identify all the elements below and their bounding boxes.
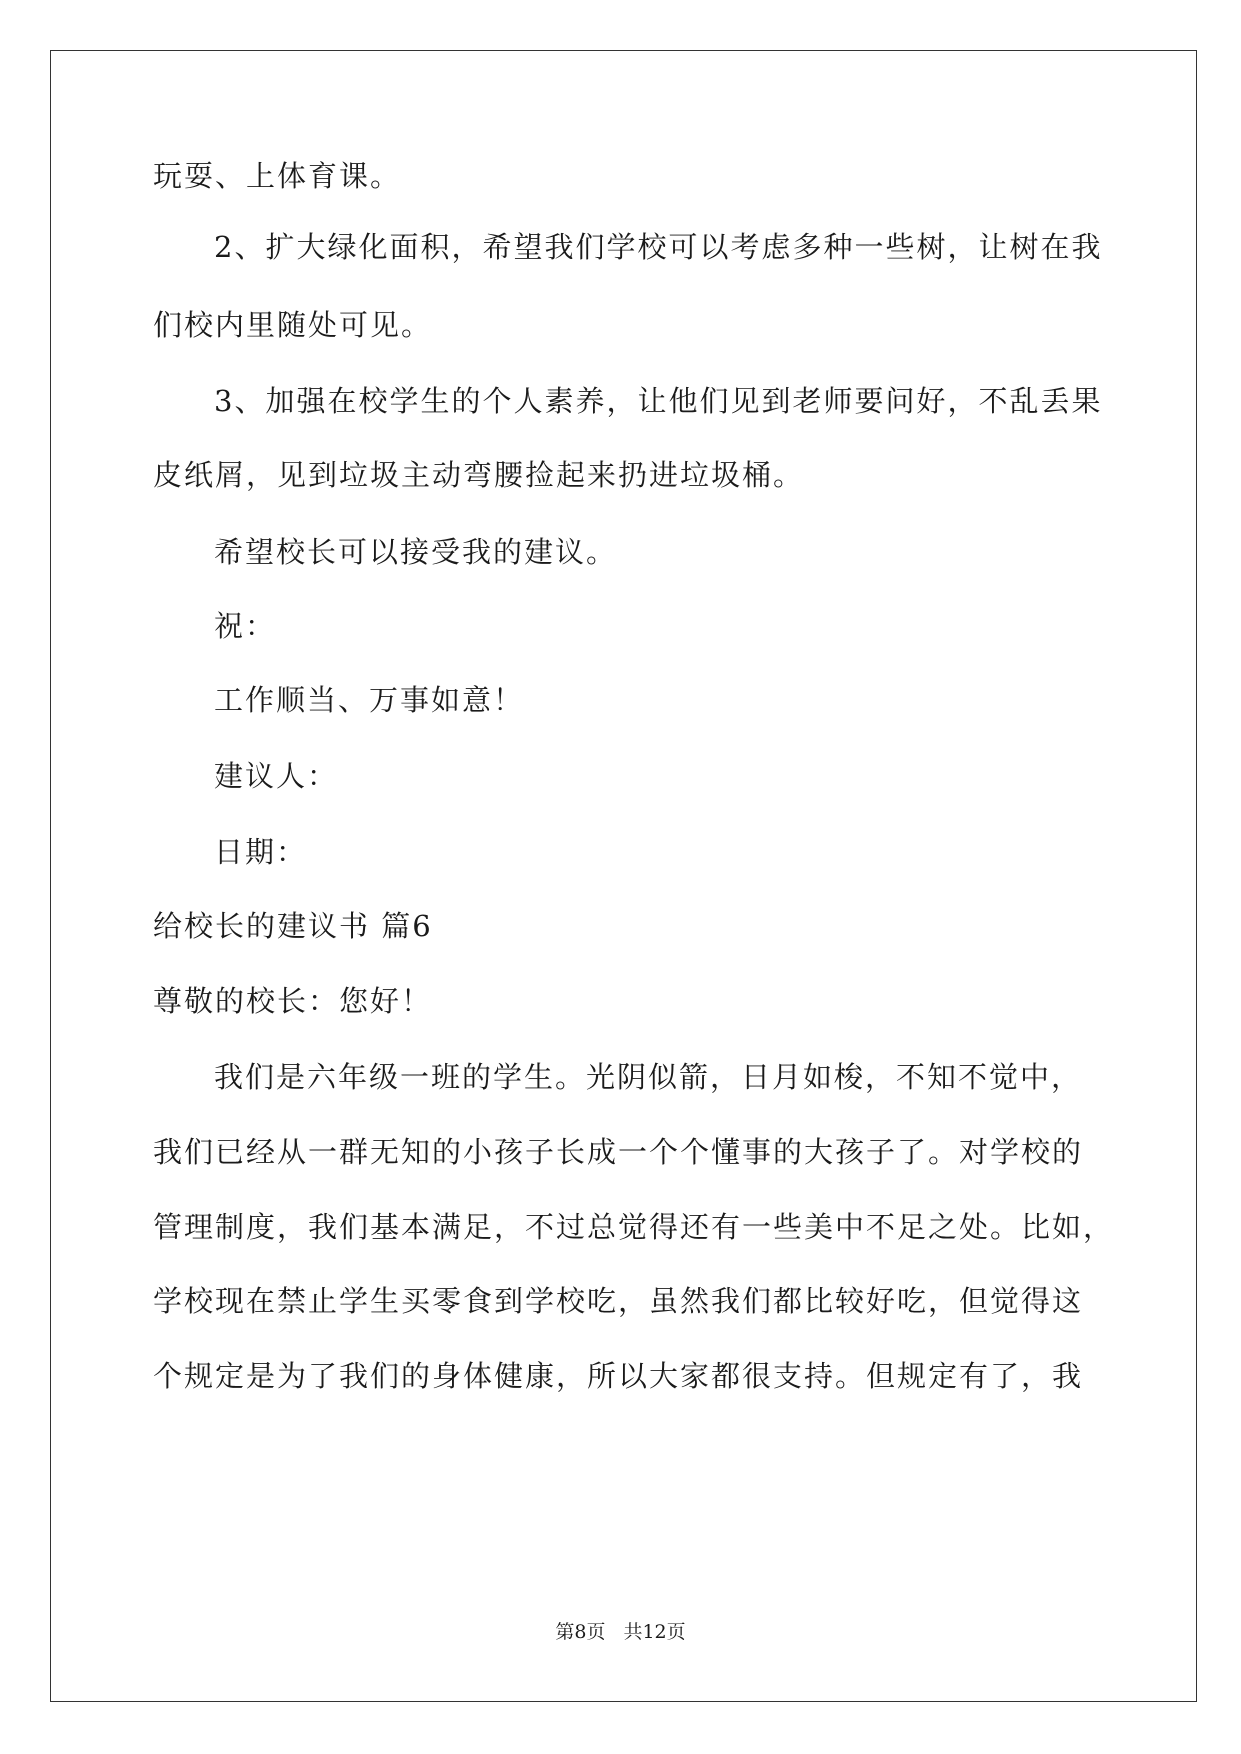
- text-line: 工作顺当、万事如意！: [214, 683, 525, 717]
- page-footer: [0, 1620, 1241, 1644]
- text-line: 个规定是为了我们的身体健康，所以大家都很支持。但规定有了，我: [153, 1359, 1084, 1393]
- text-line: 希望校长可以接受我的建议。: [214, 535, 618, 569]
- text-line: 我们已经从一群无知的小孩子长成一个个懂事的大孩子了。对学校的: [153, 1135, 1084, 1169]
- text-line: 祝：: [214, 609, 277, 643]
- salutation: 尊敬的校长：您好！: [153, 984, 433, 1018]
- page-number-total: 共12页: [623, 1621, 686, 1643]
- text-line: 2、扩大绿化面积，希望我们学校可以考虑多种一些树，让树在我: [214, 230, 1103, 264]
- text-line: 建议人：: [214, 759, 339, 793]
- text-line: 们校内里随处可见。: [153, 308, 433, 342]
- text-line: 学校现在禁止学生买零食到学校吃，虽然我们都比较好吃，但觉得这: [153, 1284, 1084, 1318]
- text-line: 皮纸屑，见到垃圾主动弯腰捡起来扔进垃圾桶。: [153, 458, 805, 492]
- page-number-current: 第8页: [555, 1621, 606, 1643]
- text-line: 日期：: [214, 835, 308, 869]
- text-line: 我们是六年级一班的学生。光阴似箭，日月如梭，不知不觉中，: [214, 1060, 1083, 1094]
- page-border: [50, 50, 1197, 1702]
- text-line: 管理制度，我们基本满足，不过总觉得还有一些美中不足之处。比如，: [153, 1210, 1115, 1244]
- text-line: 3、加强在校学生的个人素养，让他们见到老师要问好，不乱丢果: [214, 384, 1103, 418]
- section-heading: 给校长的建议书 篇6: [153, 909, 433, 943]
- text-line: 玩耍、上体育课。: [153, 159, 402, 193]
